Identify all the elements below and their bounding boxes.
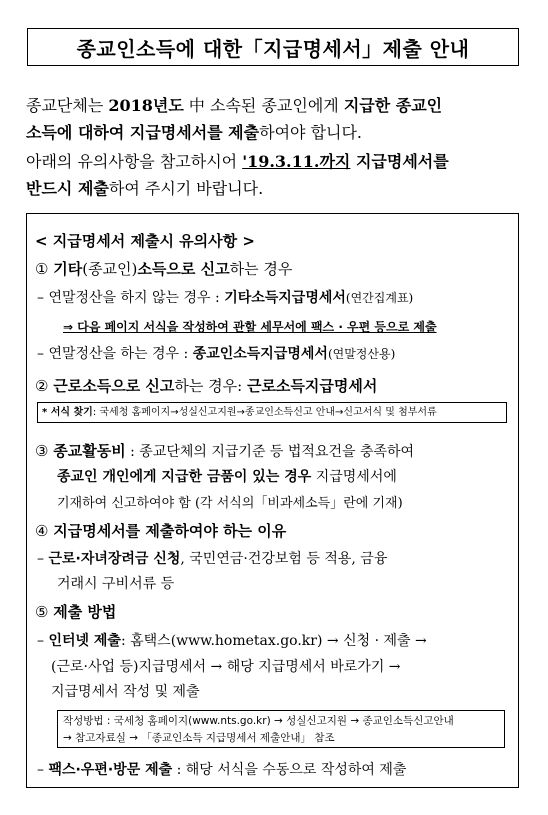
form-search-box [37, 402, 507, 423]
section-5-bullet-1-line-2: (근로·사업 등)지급명세서 → 해당 지급명세서 바로가기 → [51, 659, 401, 675]
intro-text: 中 소속된 종교인에게 [183, 96, 344, 115]
bullet-text: : 홈택스(www.hometax.go.kr) → 신청 · 제출 → [120, 633, 427, 649]
bullet-text: – [37, 762, 49, 778]
section-3-line-2 [57, 466, 397, 486]
bullet-bold: 인터넷 제출 [48, 633, 121, 649]
section-number: ⑤ [35, 603, 49, 621]
bullet-text: , 국민연금·건강보험 등 적용, 금융 [180, 551, 388, 567]
section-2-title [35, 375, 377, 396]
intro-bold: 지급한 종교인 [343, 96, 443, 115]
section-text: (종교인) [82, 260, 138, 278]
section-bold: 기타 [53, 260, 83, 278]
how-to-write-box [57, 710, 505, 748]
section-1-title [35, 258, 292, 279]
section-number: ③ [35, 442, 49, 460]
bullet-note: (연말정산용) [327, 347, 396, 361]
section-text: 지급명세서에 [311, 469, 397, 485]
bullet-text: – [37, 551, 49, 567]
bullet-text: : 해당 서식을 수동으로 작성하여 제출 [172, 762, 407, 778]
section-text: 하는 경우: [174, 377, 247, 395]
section-bold: 종교인 개인에게 지급한 금품이 있는 경우 [57, 469, 312, 485]
section-text: 하는 경우 [229, 260, 293, 278]
section-4-bullet-1 [37, 548, 387, 568]
section-5-bullet-2 [37, 759, 406, 779]
intro-paragraph-1 [26, 92, 526, 146]
section-3-title [35, 440, 414, 461]
section-1-bullet-1 [37, 287, 413, 307]
section-number: ④ [35, 522, 49, 540]
section-1-bullet-2 [37, 343, 395, 363]
section-5-bullet-1-line-3: 지급명세서 작성 및 제출 [51, 684, 200, 700]
bullet-note: (연간집계표) [345, 291, 414, 305]
intro-text: 종교단체는 [26, 96, 109, 115]
section-5-bullet-1 [37, 630, 427, 650]
section-bold: 소득으로 신고 [137, 260, 230, 278]
section-bold: 근로소득지급명세서 [246, 377, 378, 395]
section-bold: 종교활동비 [53, 442, 126, 460]
section-bold: 근로소득으로 신고 [53, 377, 175, 395]
intro-bold: 지급명세서를 [350, 152, 449, 171]
box-line-2: → 참고자료실 → 「종교인소득 지급명세서 제출안내」 참조 [63, 732, 335, 744]
section-number: ② [35, 377, 49, 395]
page-title [27, 28, 519, 66]
notice-box [26, 213, 519, 788]
deadline-date: '19.3.11.까지 [242, 152, 351, 171]
box-bold: * 서식 찾기 [42, 407, 93, 418]
intro-text: 하여야 합니다. [259, 123, 363, 142]
section-5-title [35, 601, 116, 622]
bullet-text: – 연말정산을 하지 않는 경우 : [37, 290, 225, 306]
box-line-1: 작성방법 : 국세청 홈페이지(www.nts.go.kr) → 성실신고지원 → 종교인소득신고안내 [63, 715, 454, 727]
section-1-arrow-note: ⇒ 다음 페이지 서식을 작성하여 관할 세무서에 팩스 · 우편 등으로 제출 [63, 320, 437, 334]
section-4-bullet-1-cont: 거래시 구비서류 등 [57, 576, 175, 592]
bullet-text: – [37, 633, 49, 649]
section-4-title [35, 520, 286, 541]
intro-text: 아래의 유의사항을 참고하시어 [26, 152, 243, 171]
bullet-bold: 팩스·우편·방문 제출 [48, 762, 173, 778]
intro-text: 하여 주시기 바랍니다. [108, 179, 264, 198]
section-3-line-3: 기재하여 신고하여야 함 (각 서식의「비과세소득」란에 기재) [57, 496, 403, 511]
bullet-bold: 기타소득지급명세서 [224, 290, 346, 306]
page-title-text: 종교인소득에 대한「지급명세서」제출 안내 [76, 36, 470, 61]
notice-heading: < 지급명세서 제출시 유의사항 > [35, 232, 255, 250]
section-number: ① [35, 260, 49, 278]
bullet-bold: 종교인소득지급명세서 [192, 346, 328, 362]
intro-year: 2018년도 [108, 96, 184, 115]
box-text: : 국세청 홈페이지→성실신고지원→종교인소득신고 안내→신고서식 및 첨부서류 [92, 407, 437, 418]
section-bold: 제출 방법 [53, 603, 117, 621]
bullet-bold: 근로·자녀장려금 신청 [48, 551, 181, 567]
intro-paragraph-2 [26, 148, 526, 202]
bullet-text: – 연말정산을 하는 경우 : [37, 346, 193, 362]
intro-bold: 소득에 대하여 지급명세서를 제출 [26, 123, 260, 142]
intro-bold: 반드시 제출 [26, 179, 109, 198]
section-text: : 종교단체의 지급기준 등 법적요건을 충족하여 [125, 444, 415, 460]
section-bold: 지급명세서를 제출하여야 하는 이유 [53, 522, 287, 540]
